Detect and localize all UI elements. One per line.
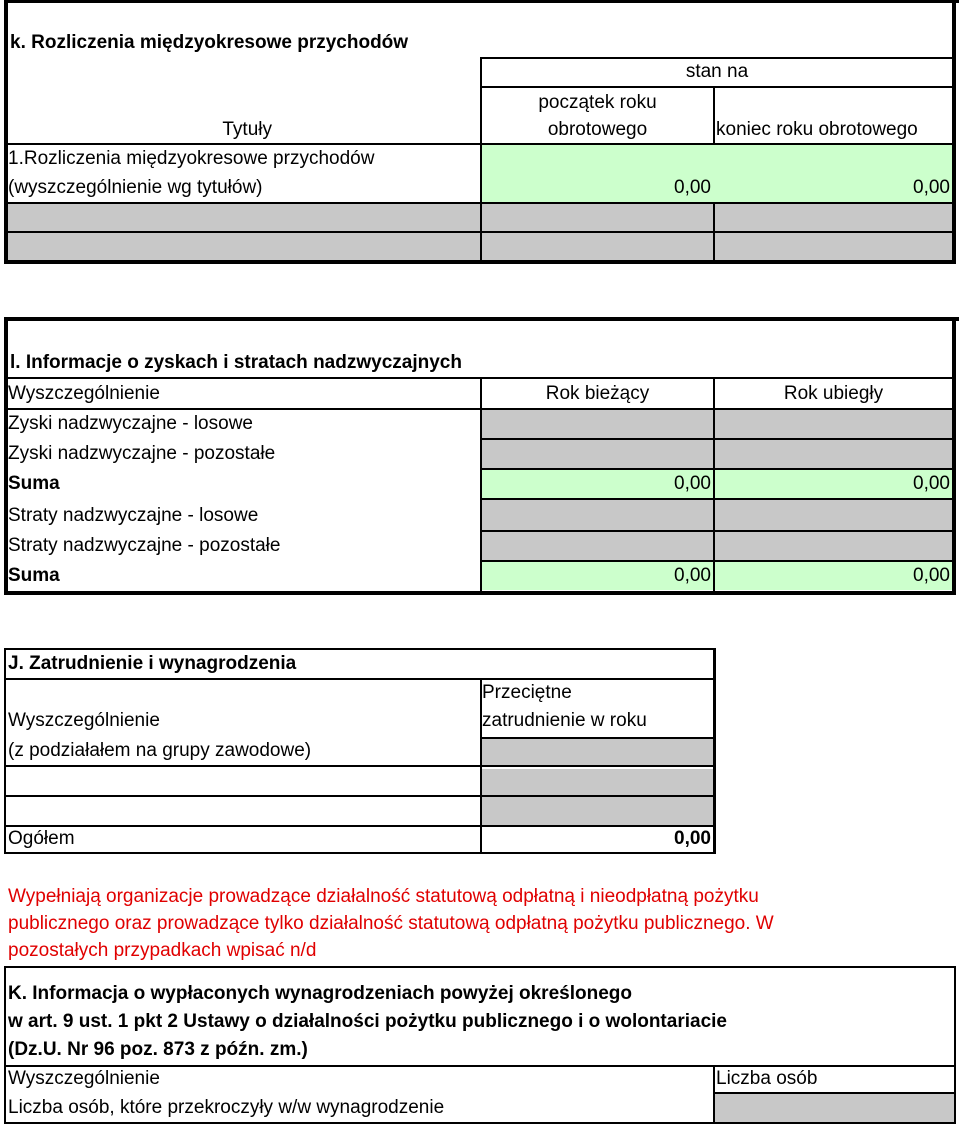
salaries-count-input[interactable]: [715, 1094, 955, 1122]
accruals-header-group: stan na: [685, 61, 749, 82]
salaries-col-count: Liczba osób: [716, 1068, 818, 1089]
gains-other-current[interactable]: [482, 440, 713, 468]
note-line-1: Wypełniają organizacje prowadzące działalność statutową odpłatną i nieodpłatną pożytku: [8, 886, 759, 907]
salaries-col-item: Wyszczególnienie: [8, 1068, 160, 1089]
gains-random-current[interactable]: [482, 410, 713, 438]
accruals-row-label-2: (wyszczególnienie wg tytułów): [8, 177, 263, 198]
gains-other-previous[interactable]: [715, 440, 952, 468]
employment-input-2[interactable]: [482, 769, 713, 795]
losses-sum-previous: 0,00: [913, 565, 950, 586]
salaries-title-1: K. Informacja o wypłaconych wynagrodzeniach powyżej określonego: [8, 983, 632, 1004]
accruals-col-start-1: początek roku: [538, 92, 657, 113]
losses-random-current[interactable]: [482, 500, 713, 530]
accruals-start-value: 0,00: [674, 177, 711, 198]
salaries-row-label: Liczba osób, które przekroczyły w/w wynagrodzenie: [8, 1097, 445, 1118]
extraordinary-col-current: Rok bieżący: [545, 383, 650, 404]
accruals-col-title: Tytuły: [222, 119, 272, 140]
accruals-input-2-label[interactable]: [8, 233, 480, 260]
row-losses-random: Straty nadzwyczajne - losowe: [8, 505, 259, 526]
accruals-input-1-label[interactable]: [8, 204, 480, 231]
employment-col-avg-2: zatrudnienie w roku: [482, 710, 647, 731]
losses-random-previous[interactable]: [715, 500, 952, 530]
note-line-2: publicznego oraz prowadzące tylko działalność statutową odpłatną pożytku publicznego. W: [8, 913, 774, 934]
accruals-title: k. Rozliczenia międzyokresowe przychodów: [10, 32, 409, 53]
accruals-input-1-start[interactable]: [482, 204, 713, 231]
accruals-input-1-end[interactable]: [715, 204, 952, 231]
row-gains-random: Zyski nadzwyczajne - losowe: [8, 413, 253, 434]
note-line-3: pozostałych przypadkach wpisać n/d: [8, 940, 317, 961]
employment-col-item: Wyszczególnienie: [8, 710, 160, 731]
employment-col-item-sub: (z podziałałem na grupy zawodowe): [8, 740, 312, 761]
row-losses-other: Straty nadzwyczajne - pozostałe: [8, 535, 281, 556]
extraordinary-col-previous: Rok ubiegły: [783, 383, 884, 404]
row-gains-sum: Suma: [8, 473, 60, 494]
employment-col-avg-1: Przeciętne: [482, 682, 572, 703]
losses-other-current[interactable]: [482, 532, 713, 560]
gains-random-previous[interactable]: [715, 410, 952, 438]
losses-other-previous[interactable]: [715, 532, 952, 560]
salaries-title-2: w art. 9 ust. 1 pkt 2 Ustawy o działalności pożytku publicznego i o wolontariacie: [8, 1011, 727, 1032]
gains-sum-previous: 0,00: [913, 473, 950, 494]
salaries-title-3: (Dz.U. Nr 96 poz. 873 z późn. zm.): [8, 1039, 308, 1060]
employment-title: J. Zatrudnienie i wynagrodzenia: [8, 653, 297, 674]
accruals-row-label-1: 1.Rozliczenia międzyokresowe przychodów: [8, 148, 375, 169]
accruals-input-2-start[interactable]: [482, 233, 713, 260]
employment-total-value: 0,00: [674, 828, 711, 849]
employment-total-label: Ogółem: [8, 828, 75, 849]
losses-sum-current: 0,00: [674, 565, 711, 586]
gains-sum-current: 0,00: [674, 473, 711, 494]
extraordinary-title: l. Informacje o zyskach i stratach nadzwyczajnych: [10, 352, 462, 373]
accruals-col-start-2: obrotowego: [547, 119, 648, 140]
accruals-input-2-end[interactable]: [715, 233, 952, 260]
accruals-end-value: 0,00: [913, 177, 950, 198]
accruals-col-end: koniec roku obrotowego: [716, 119, 918, 140]
employment-input-3[interactable]: [482, 797, 713, 825]
extraordinary-col-item: Wyszczególnienie: [8, 383, 160, 404]
employment-input-1[interactable]: [482, 739, 713, 767]
row-losses-sum: Suma: [8, 565, 60, 586]
row-gains-other: Zyski nadzwyczajne - pozostałe: [8, 443, 276, 464]
